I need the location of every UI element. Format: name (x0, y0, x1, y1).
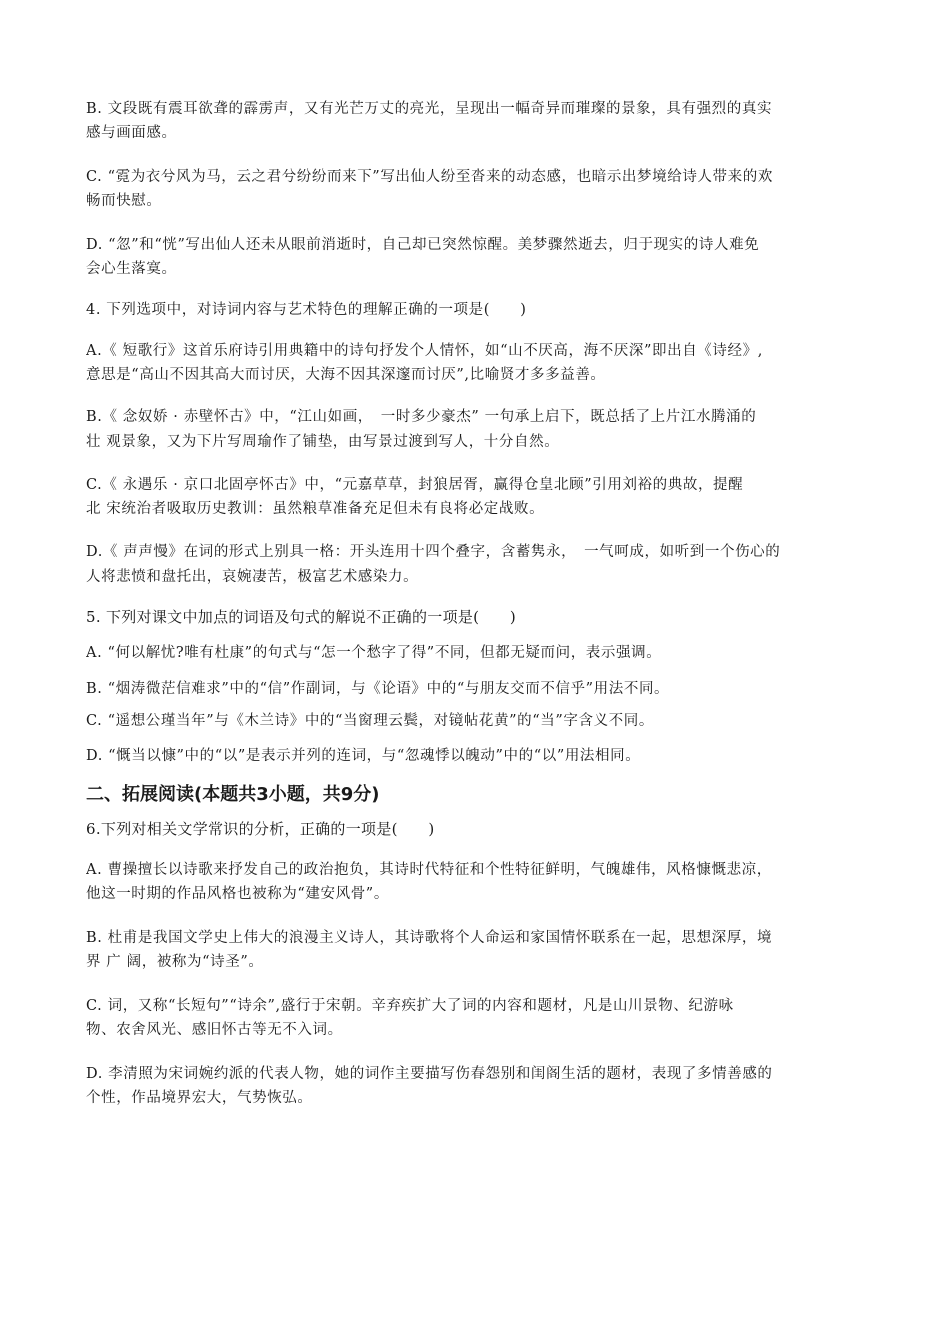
q3-option-b-line2: 感与画面感。 (86, 125, 177, 141)
q6-option-b-line2: 界 广 阔，被称为“诗圣”。 (86, 954, 264, 970)
q4-option-b-line1: B.《 念奴娇 · 赤壁怀古》中，“江山如画， 一时多少豪杰” 一句承上启下，既总括了上片江水腾涌的 (86, 409, 757, 425)
section-title: 二、拓展阅读(本题共3小题，共9分) (86, 784, 380, 805)
q6-option-a-line1: A. 曹操擅长以诗歌来抒发自己的政治抱负，其诗时代特征和个性特征鲜明，气魄雄伟，风格慷慨悲凉， (86, 862, 772, 878)
q4-option-c-line2: 北 宋统治者吸取历史教训：虽然粮草准备充足但未有良将必定战败。 (86, 501, 545, 517)
q5-option-a: A. “何以解忧?唯有杜康”的句式与“怎一个愁字了得”不同，但都无疑而问，表示强调。 (86, 645, 662, 661)
q5-stem: 5. 下列对课文中加点的词语及句式的解说不正确的一项是( ) (86, 608, 517, 626)
q4-stem: 4. 下列选项中，对诗词内容与艺术特色的理解正确的一项是( ) (86, 302, 527, 318)
q6-option-d-line2: 个性，作品境界宏大，气势恢弘。 (86, 1090, 313, 1106)
q3-option-d-line1: D. “忽”和“恍”写出仙人还未从眼前消逝时，自己却已突然惊醒。美梦骤然逝去，归于现实的诗人难免 (86, 237, 760, 253)
q4-option-b-line2: 壮 观景象，又为下片写周瑜作了铺垫，由写景过渡到写人，十分自然。 (86, 434, 560, 450)
q3-option-b-line1: B. 文段既有震耳欲聋的霹雳声，又有光芒万丈的亮光，呈现出一幅奇异而璀璨的景象，具有强烈的真实 (86, 101, 773, 117)
q6-stem: 6.下列对相关文学常识的分析，正确的一项是( ) (86, 820, 435, 838)
q6-option-a-line2: 他这一时期的作品风格也被称为“建安风骨”。 (86, 886, 389, 902)
q4-option-d-line2: 人将悲愤和盘托出，哀婉凄苦，极富艺术感染力。 (86, 569, 419, 585)
q6-option-d-line1: D. 李清照为宋词婉约派的代表人物，她的词作主要描写伤春怨别和闺阁生活的题材，表现了多情善感的 (86, 1066, 773, 1082)
q4-option-a-line2: 意思是“高山不因其高大而讨厌，大海不因其深邃而讨厌”,比喻贤才多多益善。 (86, 367, 606, 383)
q3-option-d-line2: 会心生落寞。 (86, 261, 177, 277)
q6-option-c-line2: 物、农舍风光、感旧怀古等无不入词。 (86, 1022, 343, 1038)
q6-option-b-line1: B. 杜甫是我国文学史上伟大的浪漫主义诗人，其诗歌将个人命运和家国情怀联系在一起，思想深厚，境 (86, 930, 773, 946)
q4-option-c-line1: C.《 永遇乐 · 京口北固亭怀古》中，“元嘉草草，封狼居胥，赢得仓皇北顾”引用刘裕的典故，提醒 (86, 477, 744, 493)
q5-option-d: D. “慨当以慷”中的“以”是表示并列的连词，与“忽魂悸以魄动”中的“以”用法相同。 (86, 748, 641, 764)
q5-option-b: B. “烟涛微茫信难求”中的“信”作副词，与《论语》中的“与朋友交而不信乎”用法不同。 (86, 681, 670, 697)
q3-option-c-line1: C. “霓为衣兮风为马，云之君兮纷纷而来下”写出仙人纷至沓来的动态感，也暗示出梦境给诗人带来的欢 (86, 169, 773, 185)
q4-option-a-line1: A.《 短歌行》这首乐府诗引用典籍中的诗句抒发个人情怀，如“山不厌高，海不厌深”即出自《诗经》, (86, 343, 763, 359)
q4-option-d-line1: D.《 声声慢》在词的形式上别具一格：开头连用十四个叠字，含蓄隽永， 一气呵成，如听到一个伤心的 (86, 544, 781, 560)
q5-option-c: C. “遥想公瑾当年”与《木兰诗》中的“当窗理云鬓，对镜帖花黄”的“当”字含义不同。 (86, 713, 654, 729)
q3-option-c-line2: 畅而快慰。 (86, 193, 162, 209)
q6-option-c-line1: C. 词，又称“长短句”“诗余”,盛行于宋朝。辛弃疾扩大了词的内容和题材，凡是山川景物、纪游咏 (86, 998, 734, 1014)
